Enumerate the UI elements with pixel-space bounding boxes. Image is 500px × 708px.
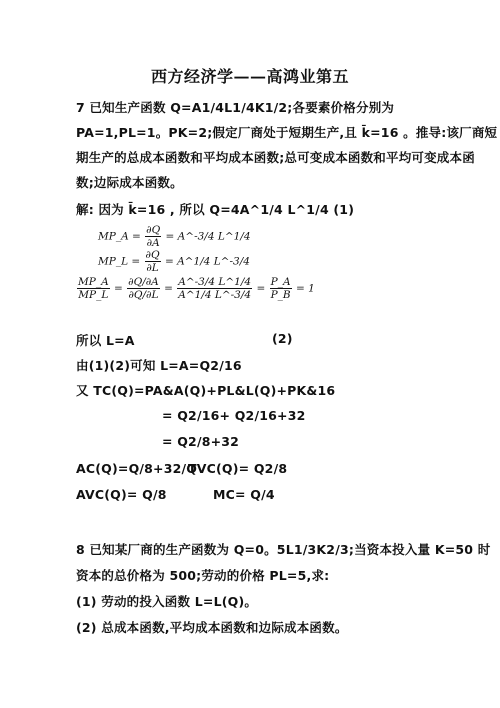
ac-formula: AC(Q)=Q/8+32/Q — [76, 461, 198, 476]
problem8-item2: (2) 总成本函数,平均成本函数和边际成本函数。 — [76, 620, 348, 635]
problem7-line1: 7 已知生产函数 Q=A1/4L1/4K1/2;各要素价格分别为 — [76, 100, 395, 115]
tc-line: 又 TC(Q)=PA&A(Q)+PL&L(Q)+PK&16 — [76, 383, 336, 398]
so-line: 所以 L=A — [76, 333, 135, 348]
mpl-num: ∂Q — [145, 249, 160, 261]
mpa-num: ∂Q — [146, 224, 161, 236]
problem7-line4: 数;边际成本函数。 — [76, 175, 183, 190]
ratio-price-fraction — [270, 276, 292, 301]
ratio-price-den: P_B — [270, 289, 291, 301]
so-tag: (2) — [272, 331, 293, 346]
ratio-exp-num: A^-3/4 L^1/4 — [178, 276, 252, 288]
mpa-fraction — [145, 224, 161, 249]
mpa-formula: MP_A = $\frac{\partial Q}{\partial A}$ = A^-3/4 L^1/4 — [98, 224, 251, 249]
mpl-formula: MP_L = $\frac{\partial Q}{\partial L}$ = A^1/4 L^-3/4 — [98, 249, 250, 274]
ratio-formula: $\frac{MP\_A}{MP\_L}$ = $\frac{\partial Q/\partial A}{\partial Q/\partial L}$ = $\frac{A\^{}-3/4 L\^{}1/4}{A\^{}1/4 L\^{}-3/4}$ = $\frac{P\_A}{P\_B}$ = 1 — [78, 276, 315, 301]
mpa-den: ∂A — [146, 237, 160, 249]
problem8-line2: 资本的总价格为 500;劳动的价格 PL=5,求: — [76, 568, 330, 583]
mpl-fraction — [145, 249, 161, 274]
problem8-line1: 8 已知某厂商的生产函数为 Q=0。5L1/3K2/3;当资本投入量 K=50 时 — [76, 542, 491, 557]
tc-step1: = Q2/16+ Q2/16+32 — [162, 408, 306, 423]
ratio-mp-fraction — [77, 276, 110, 301]
ratio-mp-den: MP_L — [78, 289, 109, 301]
ratio-partial-fraction — [127, 276, 160, 301]
tvc-formula: TVC(Q)= Q2/8 — [188, 461, 288, 476]
mpl-den: ∂L — [146, 262, 159, 274]
ratio-price-num: P_A — [270, 276, 291, 288]
problem7-line3: 期生产的总成本函数和平均成本函数;总可变成本函数和平均可变成本函 — [76, 150, 475, 165]
avc-formula: AVC(Q)= Q/8 — [76, 487, 167, 502]
solution-intro: 解: 因为 k̄=16 , 所以 Q=4A^1/4 L^1/4 (1) — [76, 202, 355, 217]
ratio-exp-den: A^1/4 L^-3/4 — [178, 289, 252, 301]
mpa-rhs: = A^-3/4 L^1/4 — [165, 230, 251, 243]
ratio-exp-fraction — [177, 276, 252, 301]
mpa-lhs: MP_A — [98, 230, 129, 243]
from-line: 由(1)(2)可知 L=A=Q2/16 — [76, 358, 242, 373]
mpl-rhs: = A^1/4 L^-3/4 — [164, 255, 250, 268]
mpl-lhs: MP_L — [98, 255, 129, 268]
ratio-result: = 1 — [295, 282, 315, 295]
problem7-line2: PA=1,PL=1。PK=2;假定厂商处于短期生产,且 k̄=16 。推导:该厂商短 — [76, 125, 498, 140]
document-title: 西方经济学——高鸿业第五 — [150, 67, 349, 86]
ratio-partial-num: ∂Q/∂A — [128, 276, 159, 288]
ratio-mp-num: MP_A — [78, 276, 109, 288]
ratio-partial-den: ∂Q/∂L — [128, 289, 159, 301]
tc-step2: = Q2/8+32 — [162, 434, 240, 449]
mc-formula: MC= Q/4 — [213, 487, 275, 502]
problem8-item1: (1) 劳动的投入函数 L=L(Q)。 — [76, 594, 258, 609]
